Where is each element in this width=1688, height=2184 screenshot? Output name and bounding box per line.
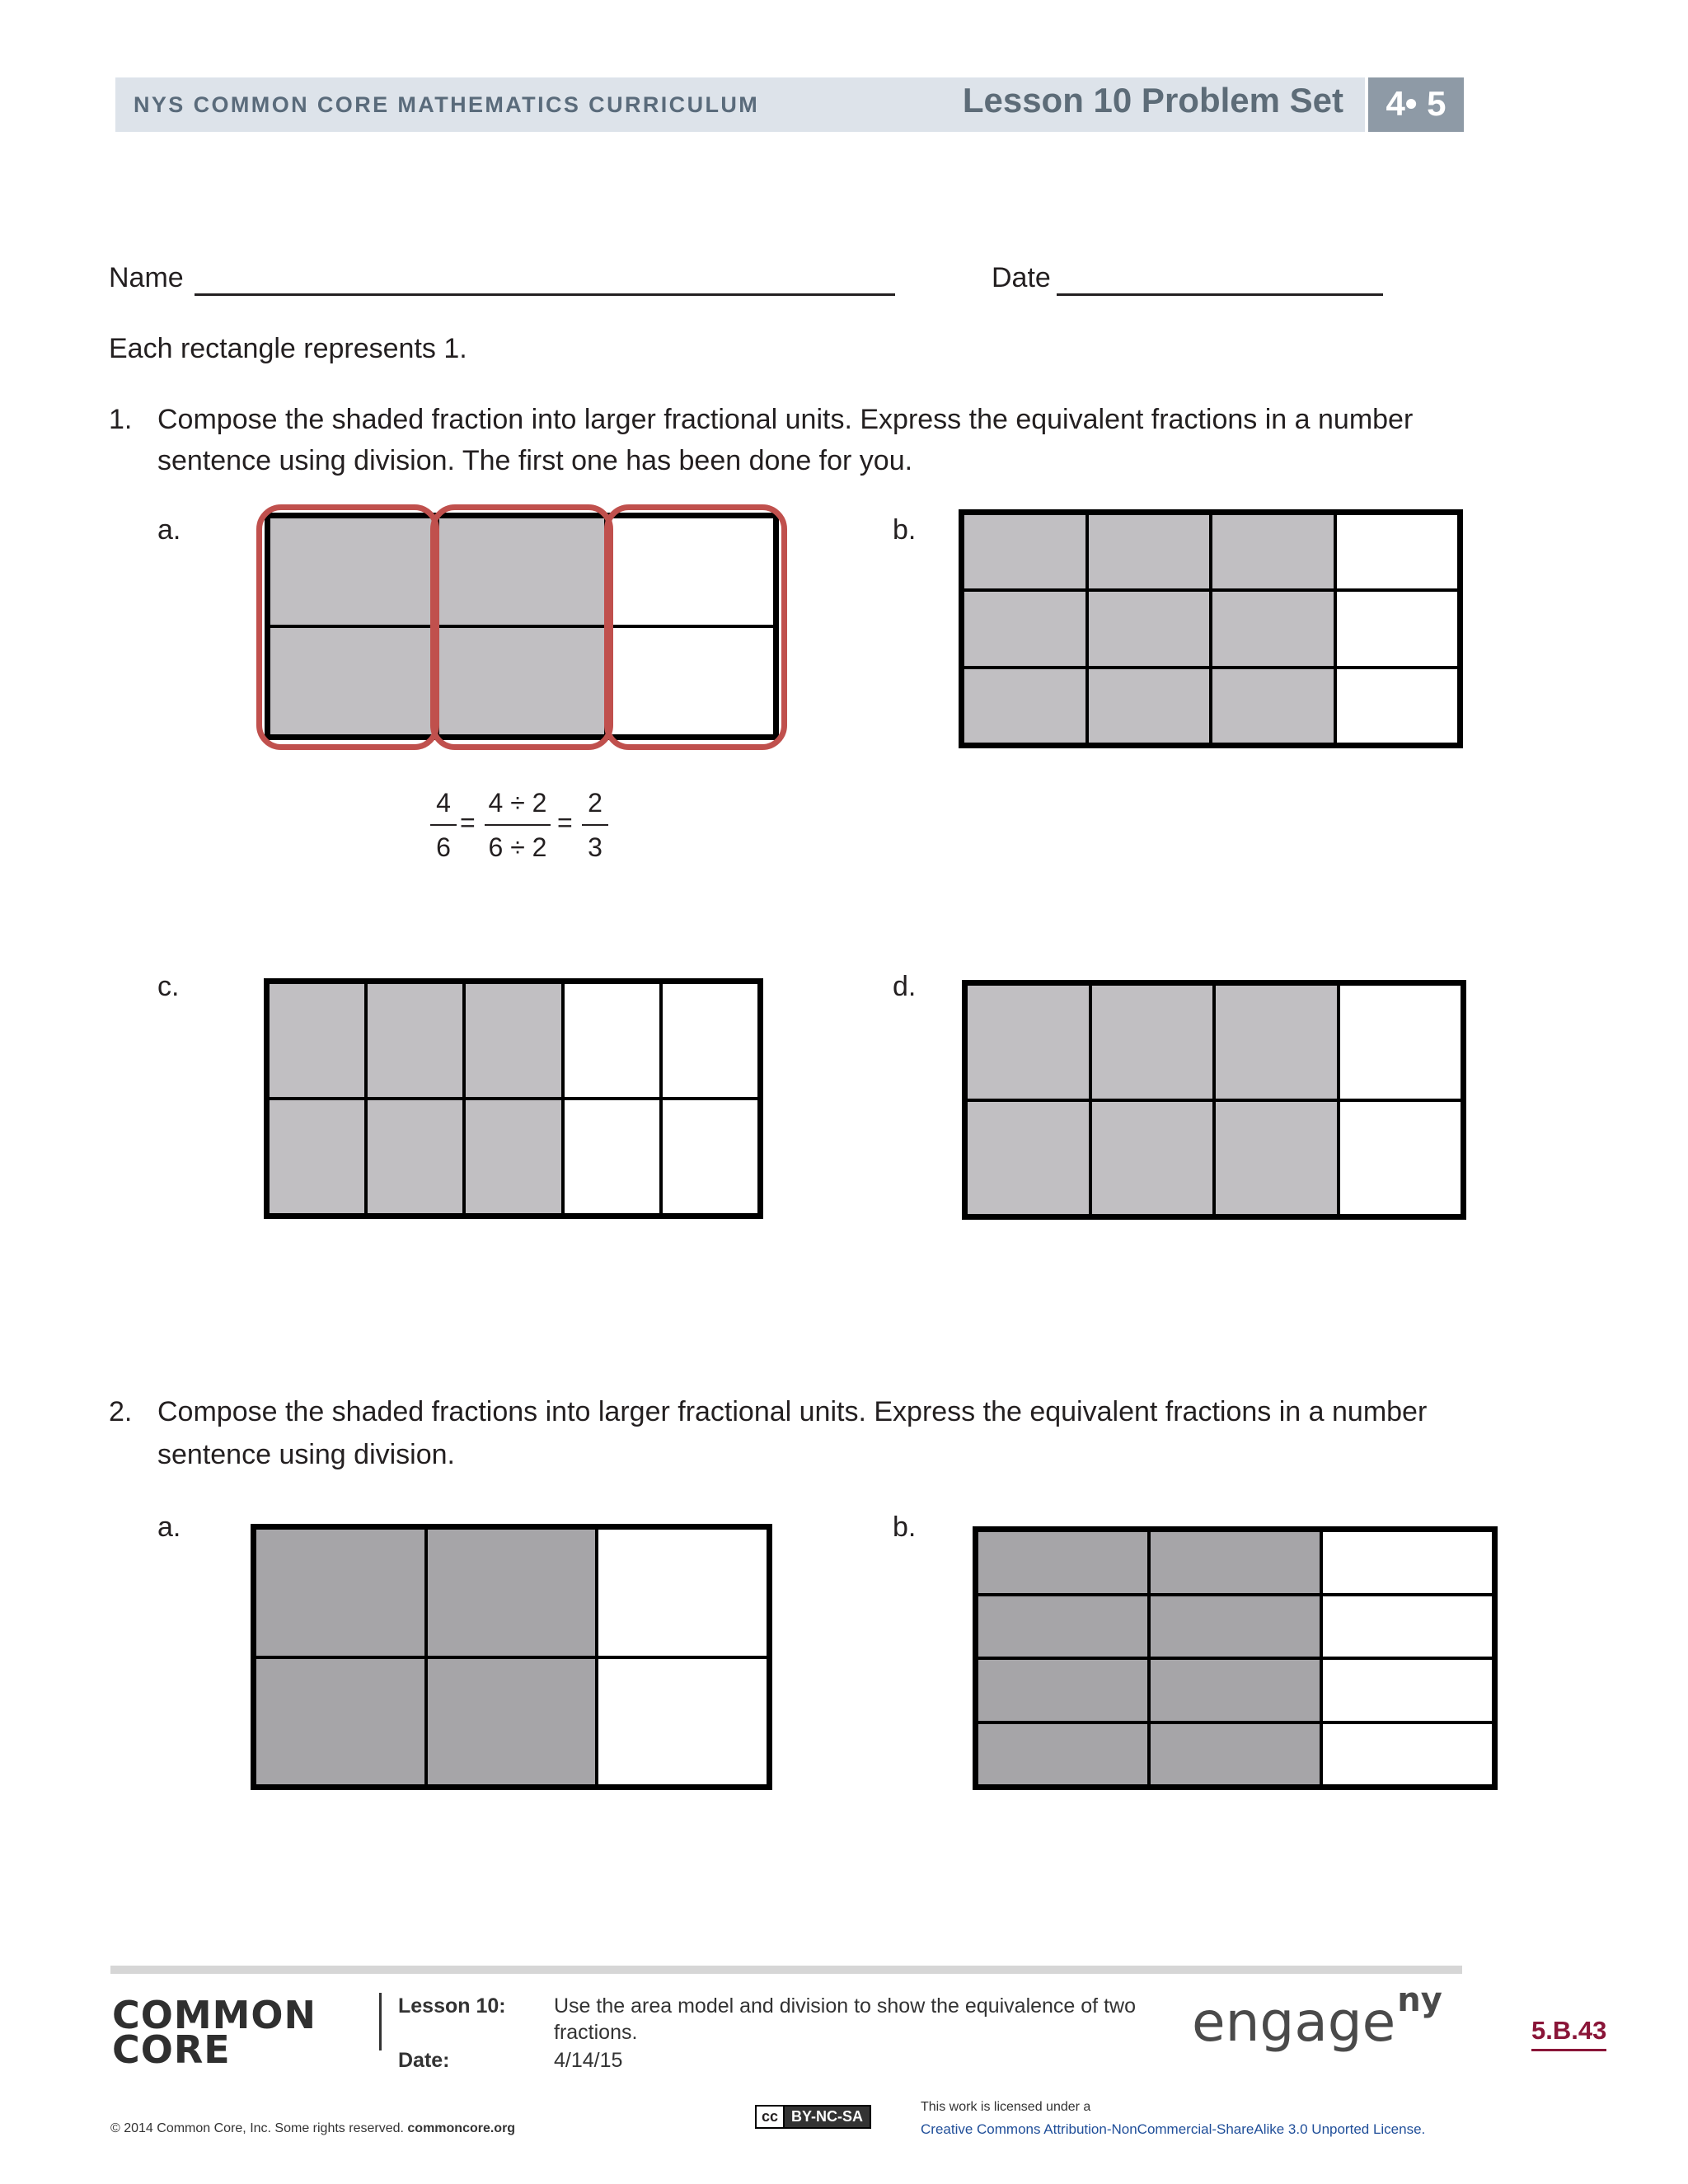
shaded-unit (1087, 590, 1212, 667)
unshaded-unit (1335, 590, 1460, 667)
shaded-unit (1090, 984, 1215, 1100)
fraction-denominator: 6 ÷ 2 (488, 832, 547, 862)
name-field[interactable] (195, 293, 895, 296)
cc-badge-text: BY-NC-SA (785, 2107, 870, 2127)
copyright-text: © 2014 Common Core, Inc. Some rights reserved. (110, 2121, 408, 2135)
area-model-2a (251, 1524, 772, 1790)
logo-line-2: CORE (112, 2027, 231, 2072)
unshaded-unit (1321, 1595, 1493, 1659)
problem-1-number: 1. (109, 404, 133, 435)
problem-2-line-2: sentence using division. (157, 1439, 456, 1470)
copyright (110, 2121, 515, 2136)
shaded-unit (255, 1528, 426, 1657)
footer-lesson-label: Lesson 10: (398, 1994, 506, 2018)
unshaded-unit (597, 1528, 768, 1657)
footer-date-label: Date: (398, 2049, 450, 2072)
problem-1-line-1: Compose the shaded fraction into larger fractional units. Express the equivalent fractions in a number (157, 404, 1414, 435)
logo-line-1: COMMON (112, 1993, 317, 2037)
shaded-unit (268, 982, 366, 1099)
shaded-unit (977, 1658, 1149, 1722)
footer-divider (379, 1993, 382, 2050)
shaded-unit (464, 982, 562, 1099)
license-link[interactable]: Creative Commons Attribution-NonCommercial-ShareAlike 3.0 Unported License. (921, 2121, 1426, 2137)
unshaded-unit (1321, 1658, 1493, 1722)
shaded-unit (977, 1722, 1149, 1787)
shaded-unit (366, 1099, 464, 1215)
intro-text: Each rectangle represents 1. (109, 333, 467, 364)
footer-lesson-desc-2: fractions. (554, 2021, 638, 2044)
grade-module-badge: 4• 5 (1368, 77, 1464, 132)
area-model-1b (959, 509, 1463, 748)
unshaded-unit (1321, 1530, 1493, 1595)
shaded-unit (1149, 1722, 1321, 1787)
engage-sup: ny (1397, 1981, 1442, 2019)
unshaded-unit (1335, 513, 1460, 590)
shaded-unit (1214, 984, 1339, 1100)
fraction-numerator: 4 ÷ 2 (488, 788, 547, 818)
shaded-unit (255, 1657, 426, 1787)
shaded-unit (1149, 1658, 1321, 1722)
fraction-denominator: 3 (588, 832, 603, 862)
shaded-unit (966, 1100, 1090, 1216)
cc-icon: cc (757, 2107, 785, 2127)
cc-license-badge[interactable] (755, 2105, 871, 2129)
date-field[interactable] (1057, 293, 1383, 296)
shaded-unit (977, 1595, 1149, 1659)
part-label-1c: c. (157, 971, 180, 1002)
shaded-unit (963, 668, 1087, 744)
page-number: 5.B.43 (1531, 2016, 1606, 2051)
unshaded-unit (661, 982, 759, 1099)
shaded-unit (464, 1099, 562, 1215)
fraction-original (430, 785, 457, 865)
date-label: Date (992, 262, 1051, 293)
name-label: Name (109, 262, 184, 293)
area-model-1c (264, 978, 763, 1219)
unshaded-unit (597, 1657, 768, 1787)
shaded-unit (1087, 668, 1212, 744)
problem-2-line-1: Compose the shaded fractions into larger fractional units. Express the equivalent fractions in a number (157, 1396, 1428, 1427)
license-line-1: This work is licensed under a (921, 2100, 1091, 2114)
shaded-unit (1149, 1530, 1321, 1595)
unshaded-unit (1321, 1722, 1493, 1787)
unshaded-unit (563, 982, 661, 1099)
lesson-title: Lesson 10 Problem Set (962, 81, 1343, 120)
fraction-bar (485, 824, 551, 826)
grouping-oval-2 (430, 504, 613, 750)
fraction-bar (582, 824, 608, 826)
shaded-unit (268, 1099, 366, 1215)
shaded-unit (366, 982, 464, 1099)
shaded-unit (1211, 668, 1335, 744)
engage-text: engage (1192, 1990, 1396, 2054)
shaded-unit (1090, 1100, 1215, 1216)
equals-sign: = (557, 808, 573, 837)
footer-rule (110, 1966, 1462, 1974)
copyright-site: commoncore.org (407, 2121, 516, 2135)
area-model-2b (973, 1526, 1498, 1790)
shaded-unit (1211, 513, 1335, 590)
unshaded-unit (1335, 668, 1460, 744)
shaded-unit (1149, 1595, 1321, 1659)
unshaded-unit (563, 1099, 661, 1215)
area-model-1d (962, 980, 1466, 1220)
part-label-1a: a. (157, 514, 181, 546)
common-core-logo (112, 1993, 317, 2072)
footer-lesson-desc-1: Use the area model and division to show the equivalence of two (554, 1994, 1136, 2018)
shaded-unit (1211, 590, 1335, 667)
footer-date-value: 4/14/15 (554, 2049, 623, 2072)
unshaded-unit (661, 1099, 759, 1215)
engageny-logo (1192, 1981, 1442, 2054)
grouping-oval-3 (604, 504, 787, 750)
problem-2-number: 2. (109, 1396, 133, 1427)
fraction-result (582, 785, 608, 865)
grouping-oval-1 (256, 504, 439, 750)
fraction-denominator: 6 (436, 832, 451, 862)
shaded-unit (426, 1528, 598, 1657)
fraction-numerator: 4 (436, 788, 451, 818)
shaded-unit (1087, 513, 1212, 590)
unshaded-unit (1339, 984, 1463, 1100)
part-label-1b: b. (893, 514, 917, 546)
unshaded-unit (1339, 1100, 1463, 1216)
shaded-unit (963, 590, 1087, 667)
shaded-unit (977, 1530, 1149, 1595)
fraction-numerator: 2 (588, 788, 603, 818)
problem-1-line-2: sentence using division. The first one has been done for you. (157, 445, 913, 476)
part-label-2a: a. (157, 1511, 181, 1543)
fraction-division (485, 785, 551, 865)
equals-sign: = (460, 808, 476, 837)
part-label-2b: b. (893, 1511, 917, 1543)
curriculum-title: NYS COMMON CORE MATHEMATICS CURRICULUM (134, 92, 760, 117)
shaded-unit (966, 984, 1090, 1100)
part-label-1d: d. (893, 971, 917, 1002)
shaded-unit (426, 1657, 598, 1787)
shaded-unit (1214, 1100, 1339, 1216)
fraction-bar (430, 824, 457, 826)
shaded-unit (963, 513, 1087, 590)
